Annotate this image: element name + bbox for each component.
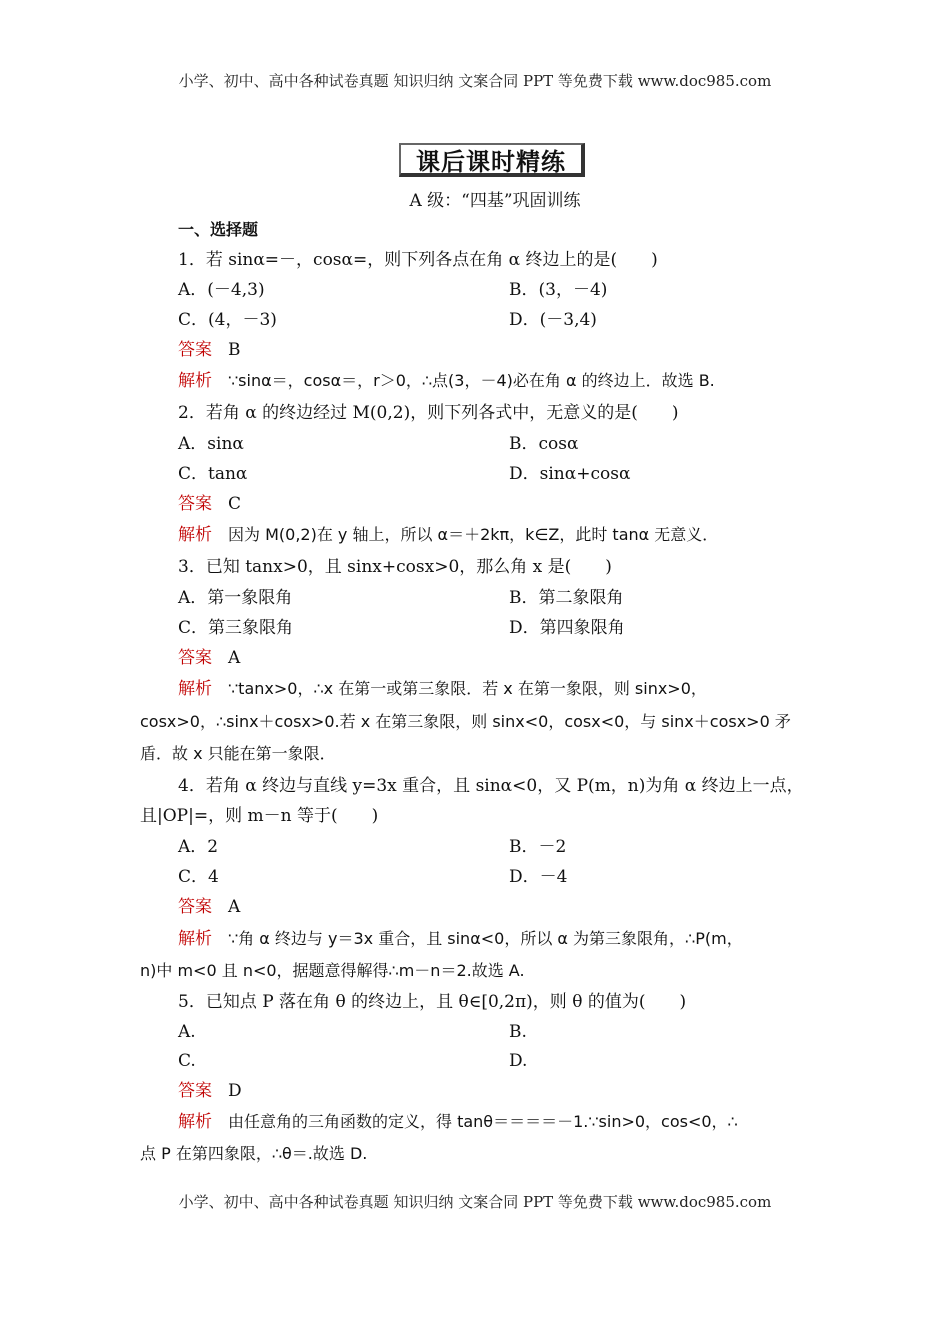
q4-answer: A	[228, 897, 241, 917]
level-subtitle: A 级：“四基”巩固训练	[409, 191, 581, 211]
q5-answer: D	[228, 1081, 242, 1101]
answer-label: 答案	[178, 1081, 212, 1101]
q4-stem-line-2: 且|OP|=，则 m－n 等于( )	[140, 806, 379, 826]
analysis-label: 解析	[178, 371, 212, 391]
q2-option-d: D．sinα+cosα	[509, 464, 631, 484]
q4-option-d: D．－4	[509, 867, 568, 887]
section-heading: 一、选择题	[178, 220, 259, 239]
page-title: 课后课时精练	[416, 146, 566, 176]
q2-option-b: B．cosα	[509, 434, 579, 454]
q3-option-b: B．第二象限角	[509, 588, 624, 608]
answer-label: 答案	[178, 340, 212, 360]
analysis-label: 解析	[178, 929, 212, 949]
q1-answer: B	[228, 340, 241, 360]
q3-analysis-row	[178, 677, 707, 701]
q3-analysis-line-1: ∵tanx>0，∴x 在第一或第三象限．若 x 在第一象限，则 sinx>0，	[228, 679, 707, 698]
q5-option-d: D.	[509, 1051, 528, 1071]
q1-option-d: D．(－3,4)	[509, 310, 597, 330]
q5-analysis-line-2: 点 P 在第四象限，∴θ＝.故选 D.	[140, 1144, 368, 1163]
q2-stem: 2．若角 α 的终边经过 M(0,2)，则下列各式中，无意义的是( )	[178, 403, 679, 423]
q5-option-a: A.	[178, 1022, 196, 1042]
q4-stem-line-1: 4．若角 α 终边与直线 y=3x 重合，且 sinα<0，又 P(m，n)为角 α 终边上一点，	[178, 776, 804, 796]
q3-stem: 3．已知 tanx>0，且 sinx+cosx>0，那么角 x 是( )	[178, 557, 612, 577]
page-footer: 小学、初中、高中各种试卷真题 知识归纳 文案合同 PPT 等免费下载 www.doc985.com	[178, 1193, 772, 1211]
q5-analysis-row	[178, 1110, 738, 1134]
q4-analysis-line-2: n)中 m<0 且 n<0，据题意得解得∴m－n＝2.故选 A.	[140, 961, 525, 980]
q1-analysis: ∵sinα＝，cosα＝，r＞0，∴点(3，－4)必在角 α 的终边上．故选 B.	[228, 371, 715, 390]
analysis-label: 解析	[178, 679, 212, 699]
q5-option-c: C.	[178, 1051, 196, 1071]
q2-answer-row	[178, 492, 241, 516]
q4-analysis-row	[178, 927, 743, 951]
analysis-label: 解析	[178, 525, 212, 545]
q3-answer: A	[228, 648, 241, 668]
q5-option-b: B.	[509, 1022, 527, 1042]
q1-option-c: C．(4，－3)	[178, 310, 277, 330]
q2-option-a: A．sinα	[178, 434, 244, 454]
analysis-label: 解析	[178, 1112, 212, 1132]
q2-analysis-row	[178, 523, 718, 547]
q4-option-c: C．4	[178, 867, 219, 887]
q1-answer-row	[178, 338, 241, 362]
q3-analysis-line-2: cosx>0，∴sinx＋cosx>0.若 x 在第三象限，则 sinx<0，cosx<0，与 sinx＋cosx>0 矛	[140, 712, 791, 731]
q3-option-a: A．第一象限角	[178, 588, 293, 608]
q5-analysis-line-1: 由任意角的三角函数的定义，得 tanθ＝＝＝＝－1.∵sin>0，cos<0，∴	[228, 1112, 738, 1131]
q1-analysis-row	[178, 369, 715, 393]
q2-analysis: 因为 M(0,2)在 y 轴上，所以 α＝＋2kπ，k∈Z，此时 tanα 无意义．	[228, 525, 719, 544]
page-header: 小学、初中、高中各种试卷真题 知识归纳 文案合同 PPT 等免费下载 www.doc985.com	[178, 72, 772, 90]
q4-option-a: A．2	[178, 837, 219, 857]
q5-answer-row	[178, 1079, 242, 1103]
q3-option-d: D．第四象限角	[509, 618, 625, 638]
q5-stem: 5．已知点 P 落在角 θ 的终边上，且 θ∈[0,2π)，则 θ 的值为( )	[178, 992, 687, 1012]
q1-option-b: B．(3，－4)	[509, 280, 608, 300]
q2-option-c: C．tanα	[178, 464, 248, 484]
q3-analysis-line-3: 盾．故 x 只能在第一象限．	[140, 744, 336, 763]
q4-answer-row	[178, 895, 240, 919]
answer-label: 答案	[178, 648, 212, 668]
answer-label: 答案	[178, 494, 212, 514]
q1-stem: 1．若 sinα=－，cosα=，则下列各点在角 α 终边上的是( )	[178, 250, 658, 270]
q1-option-a: A．(－4,3)	[178, 280, 265, 300]
q3-option-c: C．第三象限角	[178, 618, 294, 638]
q4-analysis-line-1: ∵角 α 终边与 y＝3x 重合，且 sinα<0，所以 α 为第三象限角，∴P(m，	[228, 929, 743, 948]
answer-label: 答案	[178, 897, 212, 917]
q3-answer-row	[178, 646, 240, 670]
q2-answer: C	[228, 494, 242, 514]
section-title-box	[399, 143, 585, 177]
q4-option-b: B．－2	[509, 837, 567, 857]
